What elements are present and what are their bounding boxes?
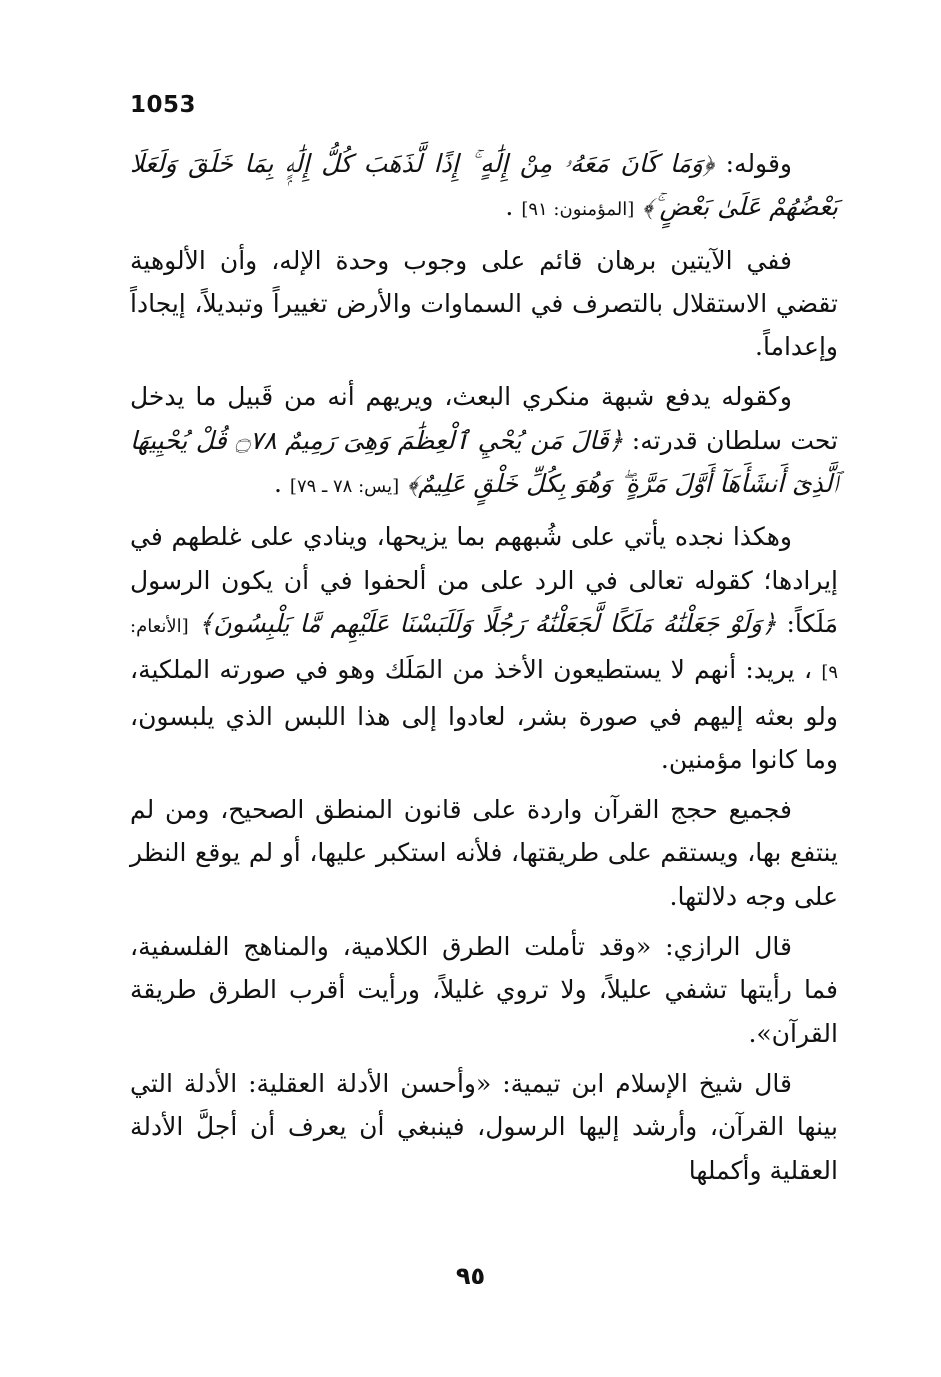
paragraph-tail: ، يريد: أنهم لا يستطيعون الأخذ من المَلَك وهو في صورته الملكية، ولو بعثه إليهم في صورة بشر، لعادوا إلى هذا اللبس الذي يلبسون، وما كانوا مؤمنين. — [130, 655, 838, 774]
paragraph-lead: وكقوله يدفع شبهة منكري البعث، ويريهم أنه من قَبيل ما يدخل تحت سلطان قدرته: — [130, 382, 838, 455]
paragraph-ibn-taymiyyah-quote: قال شيخ الإسلام ابن تيمية: «وأحسن الأدلة العقلية: الأدلة التي بينها القرآن، وأرشد إليها الرسول، فينبغي أن يعرف أن أجلَّ الأدلة العقلية وأكملها — [130, 1068, 838, 1185]
verse-reference: [المؤمنون: ٩١] — [521, 199, 635, 221]
quran-verse: ﴿قَالَ مَن يُحْيِ ٱلْعِظَٰمَ وَهِىَ رَمِيمٌ ۝٧٨ قُلْ يُحْيِيهَا ٱلَّذِىٓ أَنشَأَهَآ أَوَّلَ مَرَّةٍ ۖ وَهُوَ بِكُلِّ خَلْقٍ عَلِيمٌ﴾ — [130, 425, 838, 499]
footer-page-number: ٩٥ — [455, 1262, 486, 1290]
paragraph-quran-arguments: فجميع حجج القرآن واردة على قانون المنطق الصحيح، ومن لم ينتفع بها، ويستقم على طريقتها، فلأنه استكبر عليها، أو لم يوقع النظر على وجه دلالتها. — [130, 795, 839, 911]
paragraph-verse-muminun — [130, 142, 838, 232]
paragraph-resurrection — [130, 375, 838, 508]
page-body — [130, 142, 838, 1199]
paragraph-lead: وهكذا نجده يأتي على شُبههم بما يزيحها، وينادي على غلطهم في إيرادها؛ كقوله تعالى في الرد على من ألحفوا في أن يكون الرسول مَلَكاً: — [130, 522, 838, 638]
verse-reference: [الأنعام: ٩] — [130, 615, 839, 684]
verse-reference: [يس: ٧٨ ـ ٧٩] — [289, 476, 400, 498]
paragraph-tail: . — [274, 469, 282, 499]
paragraph-two-verses-proof: ففي الآيتين برهان قائم على وجوب وحدة الإله، وأن الألوهية تقضي الاستقلال بالتصرف في السماوات والأرض تغييراً وتبديلاً، إيجاداً وإعداماً. — [130, 245, 838, 362]
header-page-number: 1053 — [130, 92, 197, 118]
paragraph-lead: وقوله: — [714, 149, 792, 178]
quran-verse: ﴿وَلَوْ جَعَلْنَٰهُ مَلَكًا لَّجَعَلْنَٰهُ رَجُلًا وَلَلَبَسْنَا عَلَيْهِم مَّا يَلْبِسُونَ﴾ — [198, 608, 777, 638]
paragraph-razi-quote: قال الرازي: «وقد تأملت الطرق الكلامية، والمناهج الفلسفية، فما رأيتها تشفي عليلاً، ولا تروي غليلاً، ورأيت أقرب الطرق طريقة القرآن». — [130, 932, 838, 1048]
quran-verse: ﴿وَمَا كَانَ مَعَهُۥ مِنْ إِلَٰهٍ ۚ إِذًا لَّذَهَبَ كُلُّ إِلَٰهٍۭ بِمَا خَلَقَ وَلَعَلَا بَعْضُهُمْ عَلَىٰ بَعْضٍ ۚ﴾ — [130, 149, 838, 222]
paragraph-doubts — [130, 515, 838, 781]
paragraph-tail: . — [505, 192, 514, 222]
